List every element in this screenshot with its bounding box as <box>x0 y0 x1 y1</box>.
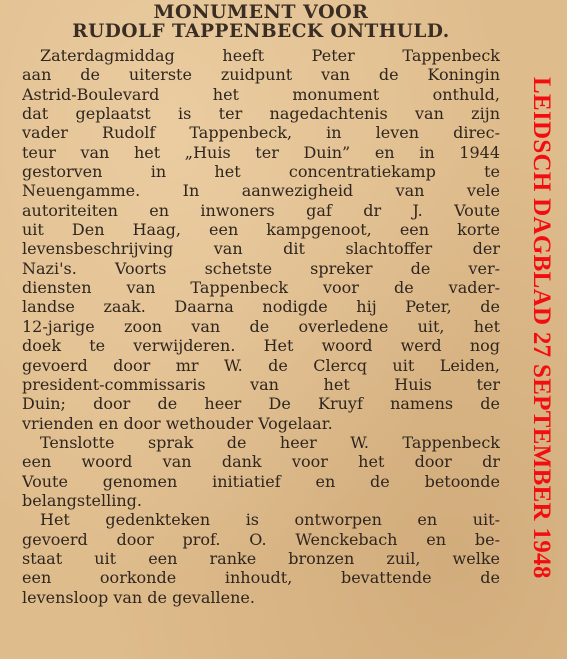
body-line: autoriteiten en inwoners gaf dr J. Voute <box>22 200 500 220</box>
body-line: levensloop van de gevallene. <box>22 587 255 607</box>
body-line: Neuengamme. In aanwezigheid van vele <box>22 181 500 201</box>
body-line: doek te verwijderen. Het woord werd nog <box>22 336 500 356</box>
body-line: aan de uiterste zuidpunt van de Koningin <box>22 65 500 85</box>
body-line: levensbeschrijving van dit slachtoffer der <box>22 239 500 259</box>
body-line: landse zaak. Daarna nodigde hij Peter, de <box>22 297 500 317</box>
body-line: 12-jarige zoon van de overledene uit, het <box>22 316 500 336</box>
body-line: een oorkonde inhoudt, bevattende de <box>22 568 500 588</box>
body-line: Voute genomen initiatief en de betoonde <box>22 471 500 491</box>
body-line: vrienden en door wethouder Vogelaar. <box>22 413 333 433</box>
source-caption: LEIDSCH DAGBLAD 27 SEPTEMBER 1948 <box>528 77 555 579</box>
body-line: Zaterdagmiddag heeft Peter Tappenbeck <box>40 46 500 65</box>
body-line: Astrid-Boulevard het monument onthuld, <box>22 84 500 104</box>
body-line: vader Rudolf Tappenbeck, in leven direc- <box>22 123 500 143</box>
body-line: dat geplaatst is ter nagedachtenis van zijn <box>22 104 500 124</box>
body-line: gevoerd door prof. O. Wenckebach en be- <box>22 529 500 549</box>
body-line: belangstelling. <box>22 490 143 510</box>
body-line: diensten van Tappenbeck voor de vader- <box>22 278 500 298</box>
body-line: een woord van dank voor het door dr <box>22 452 500 472</box>
body-line: Duin; door de heer De Kruyf namens de <box>22 394 500 414</box>
body-line: uit Den Haag, een kampgenoot, een korte <box>22 220 500 240</box>
body-line: Het gedenkteken is ontworpen en uit- <box>40 510 500 530</box>
body-line: Tenslotte sprak de heer W. Tappenbeck <box>40 432 500 452</box>
body-line: Nazi's. Voorts schetste spreker de ver- <box>22 258 500 278</box>
body-line: gestorven in het concentratiekamp te <box>22 162 500 182</box>
body-line: gevoerd door mr W. de Clercq uit Leiden, <box>22 355 500 375</box>
article-headline-line-2: RUDOLF TAPPENBECK ONTHULD. <box>72 21 450 42</box>
body-line: president-commissaris van het Huis ter <box>22 374 500 394</box>
article-headline-line-1: MONUMENT VOOR <box>153 1 369 23</box>
body-line: staat uit een ranke bronzen zuil, welke <box>22 548 500 568</box>
article-body <box>22 46 500 607</box>
body-line: teur van het „Huis ter Duin” en in 1944 <box>22 142 500 162</box>
